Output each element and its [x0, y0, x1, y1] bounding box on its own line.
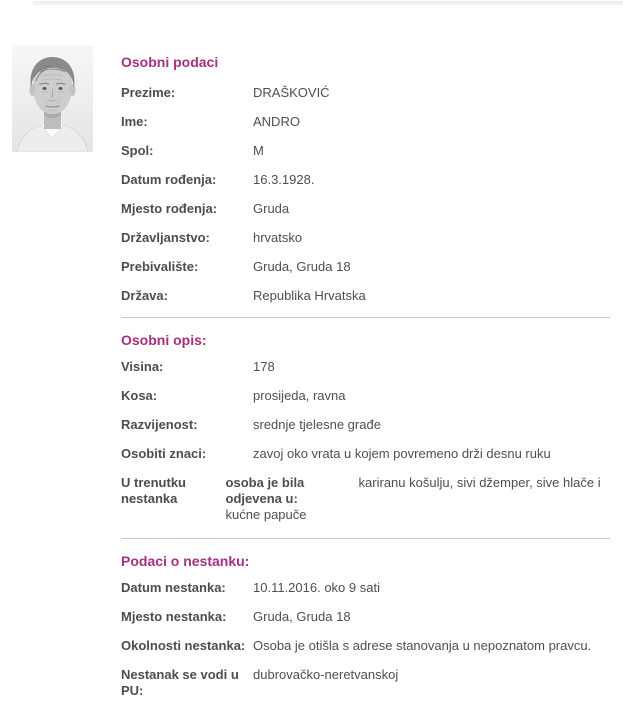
- section-osobni-podaci: [121, 85, 610, 304]
- field-value: zavoj oko vrata u kojem povremeno drži desnu ruku: [253, 446, 551, 461]
- record-content: [121, 0, 610, 712]
- row-osobiti-znaci: [121, 446, 610, 462]
- field-value: hrvatsko: [253, 230, 303, 245]
- row-okolnosti-nestanka: [121, 638, 610, 654]
- section-podaci-o-nestanku: [121, 580, 610, 699]
- row-mjesto-rodjenja: [121, 201, 610, 217]
- field-value: Gruda, Gruda 18: [253, 609, 351, 624]
- field-value: Gruda, Gruda 18: [253, 259, 351, 274]
- field-label: Osobiti znaci:: [121, 446, 207, 461]
- row-razvijenost: [121, 417, 610, 433]
- row-spol: [121, 143, 610, 159]
- field-label-line2: osoba je bila odjevena u:: [225, 475, 305, 506]
- section-osobni-opis: [121, 359, 610, 523]
- field-label: Kosa:: [121, 388, 158, 403]
- field-value: kariranu košulju, sivi džemper, sive hlače i kućne papuče: [225, 475, 601, 522]
- row-drzavljanstvo: [121, 230, 610, 246]
- field-value: Osoba je otišla s adrese stanovanja u nepoznatom pravcu.: [253, 638, 592, 653]
- person-photo: [12, 45, 93, 152]
- field-value: M: [253, 143, 264, 158]
- row-drzava: [121, 288, 610, 304]
- section-heading-podaci-o-nestanku: Podaci o nestanku:: [121, 553, 250, 569]
- field-label: Datum rođenja:: [121, 172, 217, 187]
- field-value: Gruda: [253, 201, 290, 216]
- field-label: Visina:: [121, 359, 164, 374]
- field-label: Razvijenost:: [121, 417, 198, 432]
- field-label: Datum nestanka:: [121, 580, 226, 595]
- field-label-line1: U trenutku nestanka: [121, 475, 186, 506]
- field-label: Prezime:: [121, 85, 176, 100]
- elderly-man-portrait-icon: [12, 45, 93, 152]
- field-label: Državljanstvo:: [121, 230, 210, 245]
- row-visina: [121, 359, 610, 375]
- row-datum-nestanka: [121, 580, 610, 596]
- field-value: ANDRO: [253, 114, 300, 129]
- field-value: 16.3.1928.: [253, 172, 315, 187]
- section-heading-osobni-podaci: Osobni podaci: [121, 54, 219, 70]
- field-value: 178: [253, 359, 275, 374]
- field-label: Nestanak se vodi u PU:: [121, 667, 239, 698]
- row-datum-rodjenja: [121, 172, 610, 188]
- row-odjevena-u: [121, 475, 610, 523]
- section-divider: [121, 538, 610, 539]
- row-mjesto-nestanka: [121, 609, 610, 625]
- field-value: Republika Hrvatska: [253, 288, 366, 303]
- field-label: Mjesto nestanka:: [121, 609, 227, 624]
- field-label: Okolnosti nestanka:: [121, 638, 246, 653]
- row-ime: [121, 114, 610, 130]
- field-label: Prebivalište:: [121, 259, 199, 274]
- field-value: dubrovačko-neretvanskoj: [253, 667, 399, 682]
- field-value: 10.11.2016. oko 9 sati: [253, 580, 380, 595]
- field-label: Mjesto rođenja:: [121, 201, 218, 216]
- field-value: DRAŠKOVIĆ: [253, 85, 330, 100]
- row-prebivaliste: [121, 259, 610, 275]
- section-divider: [121, 317, 610, 318]
- row-nestanak-pu: [121, 667, 610, 699]
- field-value: srednje tjelesne građe: [253, 417, 381, 432]
- row-kosa: [121, 388, 610, 404]
- field-label: Ime:: [121, 114, 148, 129]
- field-label: Spol:: [121, 143, 154, 158]
- field-label: Država:: [121, 288, 168, 303]
- field-value: prosijeda, ravna: [253, 388, 346, 403]
- section-heading-osobni-opis: Osobni opis:: [121, 332, 207, 348]
- row-prezime: [121, 85, 610, 101]
